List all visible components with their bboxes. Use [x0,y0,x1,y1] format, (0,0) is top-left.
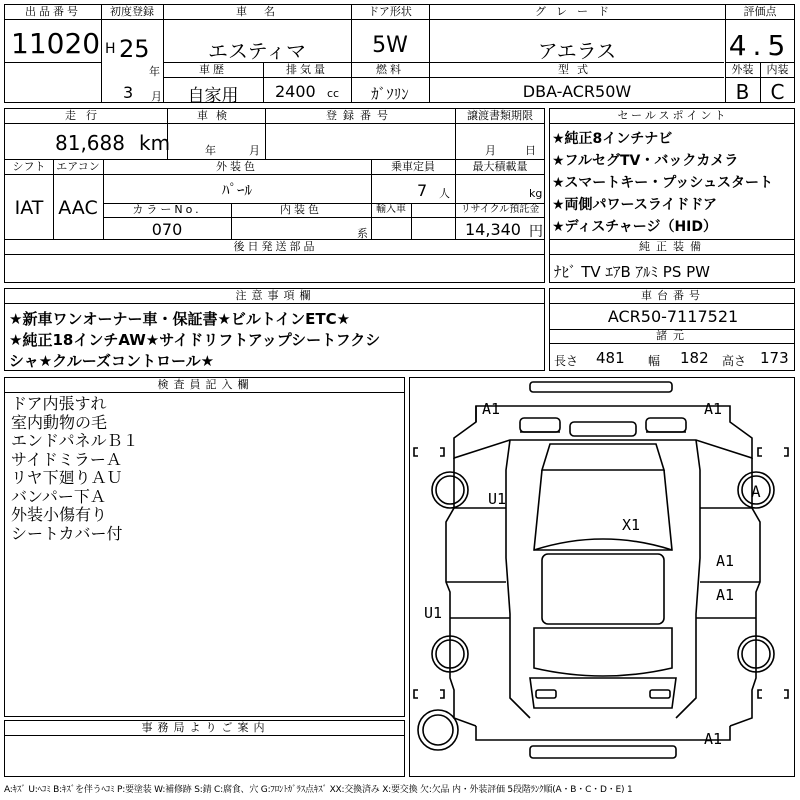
equip-value: ﾅﾋﾞ TV ｴｱB ｱﾙﾐ PS PW [554,263,710,281]
damage-diagram [409,377,795,777]
chassis-label: 車台番号 [641,289,705,302]
colorno: 070 [151,220,183,239]
damage-u1-rear-left: U1 [424,604,443,622]
model-name: エスティマ [208,39,306,63]
inspector-line: エンドパネルＢ１ [11,431,139,450]
chassis-no: ACR50-7117521 [607,307,739,326]
note-line: ★純正18インチAW★サイドリフトアップシートフクシ [9,331,381,349]
type-label: 型式 [558,63,596,76]
inspector-line: バンパー下Ａ [11,486,106,506]
damage-u1-left: U1 [488,490,507,508]
ext-label: 外装 [731,63,754,76]
sales-item: ★純正8インチナビ [552,131,673,147]
note-line: シャ★クルーズコントロール★ [9,352,215,370]
import-label: 輸入車 [376,204,406,215]
damage-a1-rear-bumper: A1 [704,730,723,748]
grade-name: アエラス [537,39,617,63]
damage-a1-front-left: A1 [482,400,501,418]
notes-box [4,288,545,371]
ext-grade: B [735,80,750,104]
int-label: 内装 [766,63,789,76]
vehicle-info-table [4,108,545,283]
dims-label: 諸元 [656,329,690,342]
lot-no: 11020 [11,27,101,60]
yen-unit: 円 [529,224,543,240]
inspector-line: シートカバー付 [11,523,123,543]
cc-unit: cc [327,87,340,100]
sales-points [549,108,795,283]
door-type: 5W [372,33,408,58]
inspector-label: 検査員記入欄 [157,378,254,391]
note-line: ★新車ワンオーナー車・保証書★ビルトインETC★ [9,310,351,328]
ac: AAC [58,197,98,219]
type: DBA-ACR50W [522,82,632,101]
mileage: 81,688 [55,131,125,155]
exterior-color: ﾊﾟｰﾙ [221,181,252,199]
colorno-label: カラーNo. [132,203,202,216]
sales-label: セールスポイント [617,109,729,122]
inspector-box [4,377,405,717]
first-reg-label: 初度登録 [110,5,154,18]
header-table [4,4,795,106]
sales-item: ★両側パワースライドドア [552,197,718,213]
width-label: 幅 [648,354,661,368]
damage-a1-right-quarter: A1 [716,586,735,604]
ac-label: エアコン [56,160,100,173]
inspection-label: 車検 [197,109,235,122]
height: 173 [760,349,789,367]
inspector-line: リヤ下廻りＡＵ [11,468,123,487]
score: 4.5 [728,29,792,62]
model-label: 車 名 [236,5,278,18]
seats: 7 [417,181,428,200]
sales-item: ★ディスチャージ（HID） [552,219,717,235]
office-box [4,720,405,777]
int-grade: C [770,80,785,104]
notes-label: 注意事項欄 [235,289,316,302]
load-label: 最大積載量 [472,160,528,173]
height-label: 高さ [722,354,747,368]
transfer-month-unit: 月 [485,144,496,157]
mileage-label: 走行 [65,109,107,122]
reg-era: H [105,41,116,57]
fuel-label: 燃料 [376,63,404,76]
interior-color-label: 内装色 [280,203,322,216]
reg-month: 3 [123,83,134,102]
length: 481 [596,349,625,367]
displacement-label: 排気量 [286,63,328,76]
inspector-line: 外装小傷有り [11,505,108,524]
lot-no-label: 出品番号 [25,5,81,18]
recycle-label: リサイクル預託金 [460,204,540,215]
car-outline-diagram [410,378,796,778]
damage-a1-front-right: A1 [704,400,723,418]
shift: IAT [14,197,44,219]
transfer-day-unit: 日 [525,144,536,157]
sales-item: ★フルセグTV・バックカメラ [552,153,739,169]
damage-x1-roof: X1 [622,516,641,534]
grade-label: グレード [535,5,619,18]
chassis-box [549,288,795,371]
load-unit: kg [529,187,543,200]
later-parts-label: 後日発送部品 [233,240,318,253]
length-label: 長さ [554,354,579,368]
fuel: ｶﾞｿﾘﾝ [371,85,409,103]
reg-year-unit: 年 [149,65,160,78]
damage-a1-right-door: A1 [716,552,735,570]
mileage-unit: km [139,131,171,155]
reg-year: 25 [119,35,150,63]
recycle-fee: 14,340 [465,220,521,239]
inspection-year-unit: 年 [205,144,216,157]
history-label: 車歴 [199,63,227,76]
seats-label: 乗車定員 [391,160,435,173]
shift-label: シフト [12,160,46,173]
color-label: 外装色 [216,160,258,173]
reg-month-unit: 月 [151,90,162,103]
office-label: 事務局よりご案内 [141,721,270,734]
inspector-line: ドア内張すれ [11,394,107,413]
equip-label: 純正装備 [639,240,707,253]
legend: A:ｷｽﾞ U:ﾍｺﾐ B:ｷｽﾞを伴うﾍｺﾐ P:要塗装 W:補修跡 S:錆 C:腐食、穴 G:ﾌﾛﾝﾄｶﾞﾗｽ点ｷｽﾞ XX:交換済み X:要交換 欠:欠品 内・外装評価 5段階ﾗﾝｸ順(A・B・C・D・E) 1 [4,785,633,795]
displacement: 2400 [275,82,316,101]
score-label: 評価点 [743,5,777,18]
sales-item: ★スマートキー・プッシュスタート [552,175,774,191]
inspector-line: サイドミラーＡ [11,449,122,469]
history: 自家用 [187,86,239,106]
interior-color-unit: 系 [357,227,368,240]
door-label: ドア形状 [368,5,412,18]
transfer-label: 譲渡書類期限 [467,109,533,122]
inspection-month-unit: 月 [249,144,260,157]
inspector-line: 室内動物の毛 [11,412,108,432]
reg-no-label: 登録番号 [326,109,394,122]
width: 182 [680,349,709,367]
seats-unit: 人 [439,187,450,200]
damage-a-right-wheel: A [751,482,761,501]
